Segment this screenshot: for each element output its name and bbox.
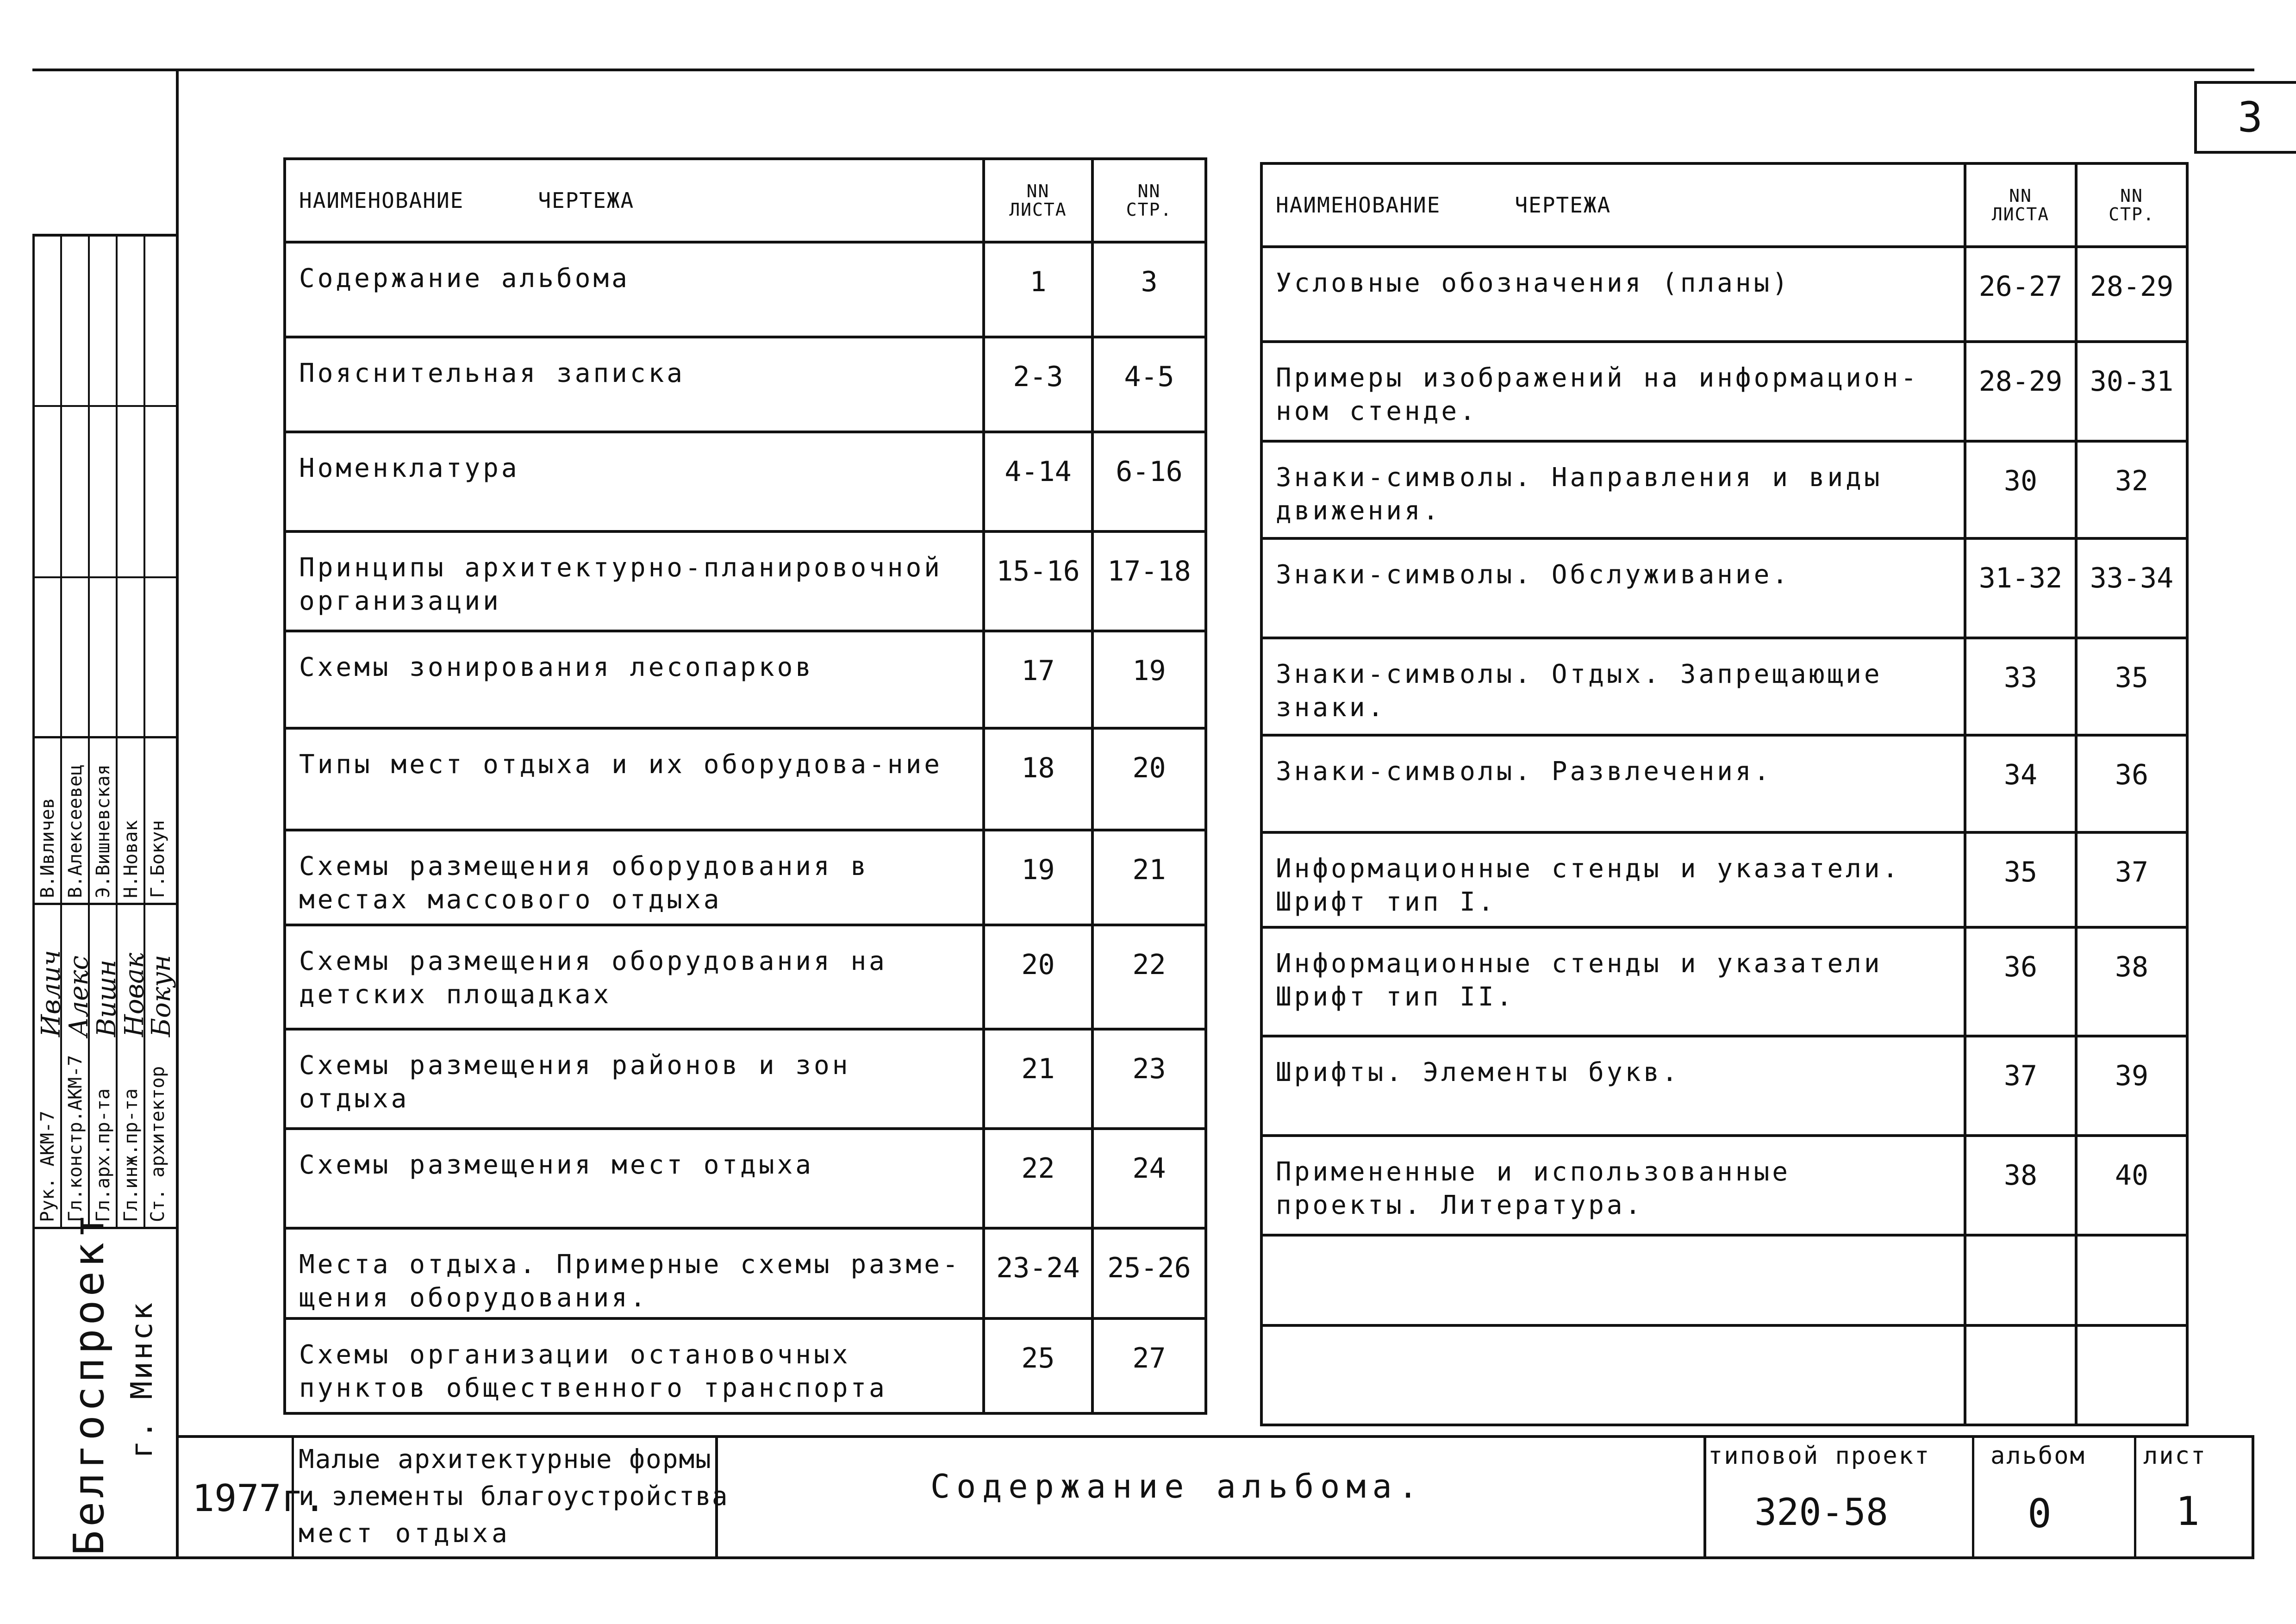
page-number-cell: 37 bbox=[2076, 832, 2187, 927]
header-page-cell bbox=[1092, 159, 1206, 242]
page-number-cell: 24 bbox=[1092, 1129, 1206, 1228]
drawing-name-cell: Информационные стенды и указатели Шрифт тип II. bbox=[1261, 927, 1965, 1036]
frame-bottom-line bbox=[32, 1556, 2254, 1559]
sheet-number-cell: 36 bbox=[1965, 927, 2076, 1036]
frame-top-line bbox=[32, 69, 2254, 71]
sheet-number-cell bbox=[1965, 1325, 2076, 1425]
stamp-person-name: Г.Бокун bbox=[147, 820, 168, 898]
stamp-line bbox=[32, 736, 179, 738]
page-number-cell: 21 bbox=[1092, 830, 1206, 925]
page-number-cell: 35 bbox=[2076, 638, 2187, 735]
project-name-line-2: и элементы благоустройства bbox=[299, 1481, 729, 1512]
page-number-cell bbox=[2076, 1235, 2187, 1325]
page-number-cell: 40 bbox=[2076, 1136, 2187, 1235]
drawing-name-cell: Схемы зонирования лесопарков bbox=[285, 631, 984, 728]
sheet-value: 1 bbox=[2176, 1488, 2200, 1535]
header-name-label: НАИМЕНОВАНИЕ bbox=[1276, 193, 1441, 218]
sheet-number: 3 bbox=[2237, 93, 2263, 142]
drawing-name-cell: Принципы архитектурно-планировочной организации bbox=[285, 531, 984, 631]
page-number-cell: 36 bbox=[2076, 735, 2187, 832]
page-number-cell: 22 bbox=[1092, 925, 1206, 1029]
stamp-role: Рук. АКМ-7 bbox=[37, 1111, 58, 1222]
drawing-name-cell: Места отдыха. Примерные схемы разме-щения оборудования. bbox=[285, 1228, 984, 1318]
table-row bbox=[285, 830, 1206, 925]
drawing-name-cell: Содержание альбома bbox=[285, 242, 984, 337]
table-row bbox=[285, 1129, 1206, 1228]
header-name-cell bbox=[285, 159, 984, 242]
sheet-number-cell: 22 bbox=[984, 1129, 1092, 1228]
table-row bbox=[1261, 832, 2187, 927]
table-row bbox=[285, 631, 1206, 728]
project-name-line-1: Малые архитектурные формы bbox=[299, 1444, 712, 1474]
drawing-name-cell: Типы мест отдыха и их оборудова-ние bbox=[285, 728, 984, 830]
page-number-cell: 39 bbox=[2076, 1036, 2187, 1136]
header-name-label: НАИМЕНОВАНИЕ bbox=[299, 188, 464, 213]
sheet-number-cell: 37 bbox=[1965, 1036, 2076, 1136]
city-name: г. Минск bbox=[125, 1300, 159, 1458]
table-row bbox=[285, 1029, 1206, 1129]
sheet-number-cell: 17 bbox=[984, 631, 1092, 728]
table-row bbox=[1261, 538, 2187, 638]
page-number-cell bbox=[2076, 1325, 2187, 1425]
page-number-cell: 17-18 bbox=[1092, 531, 1206, 631]
page-number-cell: 32 bbox=[2076, 441, 2187, 538]
table-row bbox=[1261, 441, 2187, 538]
sheet-number-cell: 23-24 bbox=[984, 1228, 1092, 1318]
sheet-number-cell: 15-16 bbox=[984, 531, 1092, 631]
drawing-name-cell: Примененные и использованные проекты. Литература. bbox=[1261, 1136, 1965, 1235]
sheet-number-box bbox=[2194, 81, 2296, 154]
header-page-label: СТР. bbox=[1126, 200, 1173, 220]
stamp-signature: Бокун bbox=[146, 955, 176, 1037]
header-sheet-nn: NN bbox=[1026, 181, 1050, 201]
header-page-nn: NN bbox=[2120, 186, 2143, 206]
table-header-row bbox=[285, 159, 1206, 242]
drawing-name-cell: Знаки-символы. Направления и виды движения. bbox=[1261, 441, 1965, 538]
typical-project-label: типовой проект bbox=[1708, 1442, 1931, 1470]
year: 1977г. bbox=[192, 1477, 326, 1520]
stamp-person-name: Э.Вишневская bbox=[93, 764, 114, 898]
table-header-row bbox=[1261, 163, 2187, 247]
table-row bbox=[1261, 638, 2187, 735]
drawing-name-cell: Схемы организации остановочных пунктов общественного транспорта bbox=[285, 1318, 984, 1413]
table-row bbox=[285, 337, 1206, 432]
sheet-number-cell bbox=[1965, 1235, 2076, 1325]
contents-table-left bbox=[283, 157, 1207, 1415]
table-row bbox=[285, 1318, 1206, 1413]
page-number-cell: 19 bbox=[1092, 631, 1206, 728]
drawing-name-cell: Знаки-символы. Обслуживание. bbox=[1261, 538, 1965, 638]
sheet-number-cell: 31-32 bbox=[1965, 538, 2076, 638]
table-row bbox=[285, 531, 1206, 631]
drawing-name-cell: Условные обозначения (планы) bbox=[1261, 247, 1965, 342]
project-name-line-3: мест отдыха bbox=[299, 1518, 511, 1549]
table-row bbox=[1261, 735, 2187, 832]
sheet-label: лист bbox=[2143, 1442, 2207, 1470]
page-number-cell: 30-31 bbox=[2076, 342, 2187, 441]
page-number-cell: 27 bbox=[1092, 1318, 1206, 1413]
page-number-cell: 4-5 bbox=[1092, 337, 1206, 432]
sheet-number-cell: 18 bbox=[984, 728, 1092, 830]
sheet-number-cell: 1 bbox=[984, 242, 1092, 337]
frame-left-line bbox=[176, 69, 179, 1559]
organization-name: Белгоспроект bbox=[65, 1210, 113, 1555]
contents-table-right bbox=[1260, 162, 2189, 1426]
page-number-cell: 38 bbox=[2076, 927, 2187, 1036]
header-drawing-label: ЧЕРТЕЖА bbox=[538, 188, 635, 213]
table-row bbox=[285, 1228, 1206, 1318]
sheet-number-cell: 35 bbox=[1965, 832, 2076, 927]
sheet-number-cell: 4-14 bbox=[984, 432, 1092, 531]
page-number-cell: 6-16 bbox=[1092, 432, 1206, 531]
album-label: альбом bbox=[1990, 1442, 2086, 1470]
stamp-signature: Новак bbox=[119, 953, 150, 1037]
frame-right-line bbox=[2252, 1435, 2254, 1559]
stamp-person-name: Н.Новак bbox=[120, 820, 142, 898]
drawing-name-cell bbox=[1261, 1325, 1965, 1425]
drawing-name-cell: Информационные стенды и указатели. Шрифт тип I. bbox=[1261, 832, 1965, 927]
header-sheet-nn: NN bbox=[2009, 186, 2032, 206]
stamp-role: Гл.арх.пр-та bbox=[93, 1088, 114, 1222]
page-number-cell: 33-34 bbox=[2076, 538, 2187, 638]
stamp-signature: Ивлич bbox=[36, 950, 66, 1037]
stamp-line bbox=[32, 405, 179, 407]
table-row bbox=[1261, 1036, 2187, 1136]
stamp-signature: Вишн bbox=[92, 959, 122, 1037]
stamp-col-line bbox=[88, 234, 90, 1229]
sheet-number-cell: 38 bbox=[1965, 1136, 2076, 1235]
stamp-signature: Алекс bbox=[64, 955, 94, 1037]
drawing-name-cell: Знаки-символы. Развлечения. bbox=[1261, 735, 1965, 832]
page-number-cell: 20 bbox=[1092, 728, 1206, 830]
typical-project-value: 320-58 bbox=[1754, 1491, 1888, 1534]
table-row bbox=[1261, 247, 2187, 342]
header-sheet-label: ЛИСТА bbox=[1991, 204, 2050, 225]
stamp-role: Гл.инж.пр-та bbox=[120, 1088, 142, 1222]
table-row bbox=[1261, 927, 2187, 1036]
album-value: 0 bbox=[2028, 1491, 2052, 1537]
table-row bbox=[285, 242, 1206, 337]
sheet-number-cell: 26-27 bbox=[1965, 247, 2076, 342]
sheet-number-cell: 21 bbox=[984, 1029, 1092, 1129]
header-sheet-cell bbox=[984, 159, 1092, 242]
drawing-name-cell: Номенклатура bbox=[285, 432, 984, 531]
table-row bbox=[1261, 1325, 2187, 1425]
stamp-person-name: В.Алексеевец bbox=[65, 764, 86, 898]
stamp-col-line bbox=[116, 234, 118, 1229]
title-block-top-line bbox=[179, 1435, 2254, 1438]
sheet-title: Содержание альбома. bbox=[930, 1468, 1424, 1505]
table-row bbox=[285, 728, 1206, 830]
drawing-name-cell: Схемы размещения оборудования в местах массового отдыха bbox=[285, 830, 984, 925]
title-block-divider bbox=[1972, 1435, 1974, 1558]
header-sheet-cell bbox=[1965, 163, 2076, 247]
sheet-number-cell: 34 bbox=[1965, 735, 2076, 832]
header-page-label: СТР. bbox=[2109, 204, 2155, 225]
stamp-role: Ст. архитектор bbox=[147, 1066, 168, 1222]
drawing-name-cell: Схемы размещения оборудования на детских площадках bbox=[285, 925, 984, 1029]
header-page-cell bbox=[2076, 163, 2187, 247]
drawing-name-cell: Схемы размещения мест отдыха bbox=[285, 1129, 984, 1228]
drawing-name-cell: Примеры изображений на информацион-ном стенде. bbox=[1261, 342, 1965, 441]
header-name-cell bbox=[1261, 163, 1965, 247]
sheet-number-cell: 33 bbox=[1965, 638, 2076, 735]
sheet-number-cell: 30 bbox=[1965, 441, 2076, 538]
stamp-top-line bbox=[32, 234, 179, 237]
sheet-number-cell: 28-29 bbox=[1965, 342, 2076, 441]
drawing-name-cell: Схемы размещения районов и зон отдыха bbox=[285, 1029, 984, 1129]
stamp-col-line bbox=[60, 234, 62, 1229]
table-row bbox=[1261, 1235, 2187, 1325]
table-row bbox=[285, 432, 1206, 531]
drawing-name-cell: Пояснительная записка bbox=[285, 337, 984, 432]
header-drawing-label: ЧЕРТЕЖА bbox=[1515, 193, 1611, 218]
stamp-col-line bbox=[144, 234, 145, 1229]
stamp-person-name: В.Ивличев bbox=[37, 798, 58, 898]
table-row bbox=[285, 925, 1206, 1029]
sheet-number-cell: 2-3 bbox=[984, 337, 1092, 432]
sheet-number-cell: 20 bbox=[984, 925, 1092, 1029]
table-row bbox=[1261, 1136, 2187, 1235]
stamp-line bbox=[32, 903, 179, 905]
page-number-cell: 23 bbox=[1092, 1029, 1206, 1129]
page-number-cell: 28-29 bbox=[2076, 247, 2187, 342]
header-sheet-label: ЛИСТА bbox=[1009, 200, 1067, 220]
table-row bbox=[1261, 342, 2187, 441]
title-block-divider bbox=[2134, 1435, 2136, 1558]
stamp-line bbox=[32, 576, 179, 578]
drawing-name-cell: Знаки-символы. Отдых. Запрещающие знаки. bbox=[1261, 638, 1965, 735]
stamp-outer-left bbox=[32, 234, 35, 1558]
title-block-divider bbox=[1703, 1435, 1706, 1558]
sheet-number-cell: 25 bbox=[984, 1318, 1092, 1413]
stamp-role: Гл.констр.АКМ-7 bbox=[65, 1055, 86, 1222]
drawing-name-cell bbox=[1261, 1235, 1965, 1325]
page-number-cell: 25-26 bbox=[1092, 1228, 1206, 1318]
header-page-nn: NN bbox=[1137, 181, 1161, 201]
page-number-cell: 3 bbox=[1092, 242, 1206, 337]
drawing-name-cell: Шрифты. Элементы букв. bbox=[1261, 1036, 1965, 1136]
sheet-number-cell: 19 bbox=[984, 830, 1092, 925]
